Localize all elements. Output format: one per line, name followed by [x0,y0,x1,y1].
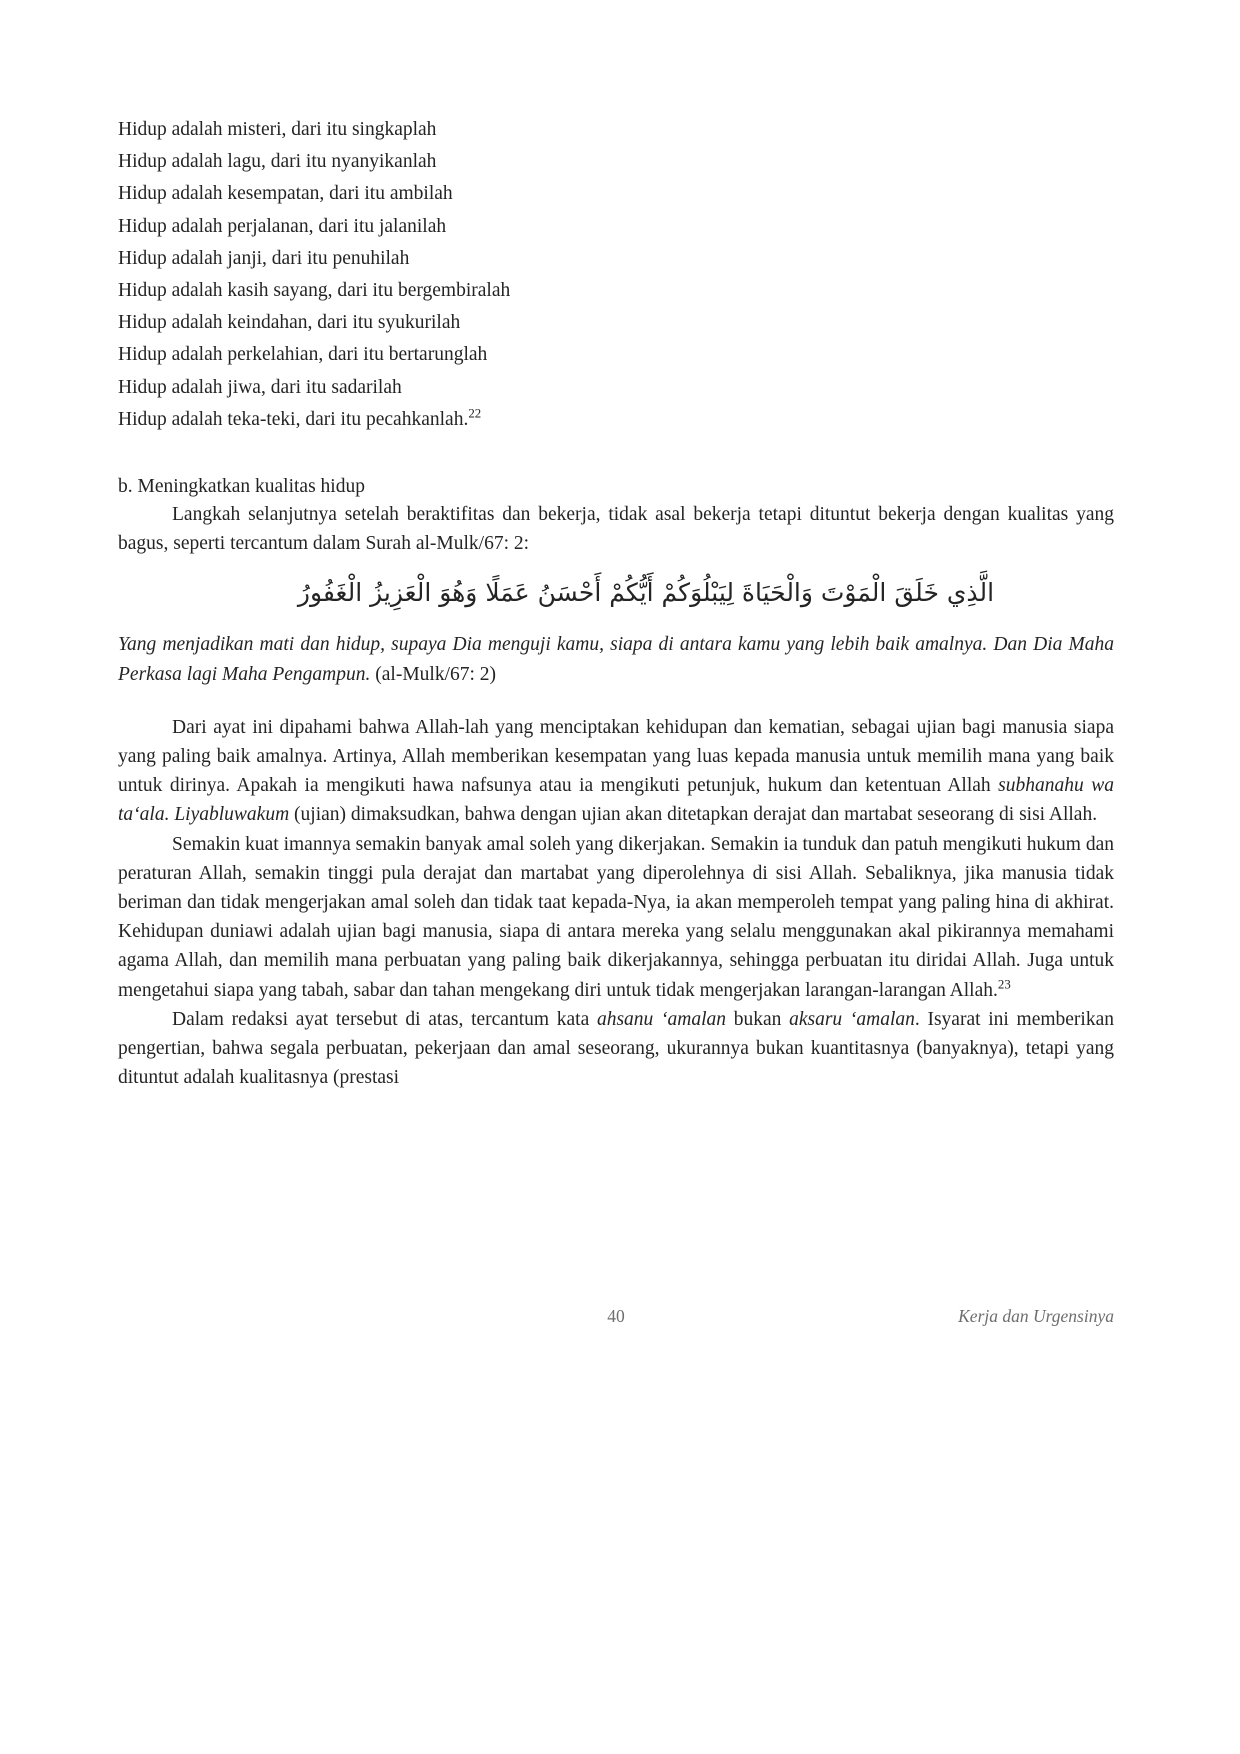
poem-line: Hidup adalah janji, dari itu penuhilah [118,247,410,269]
running-title: Kerja dan Urgensinya [958,1306,1114,1326]
section-heading: b. Meningkatkan kualitas hidup [118,476,365,498]
poem-line: Hidup adalah lagu, dari itu nyanyikanlah [118,151,437,173]
poem-line: Hidup adalah perjalanan, dari itu jalanilah [118,215,447,237]
arabic-verse: الَّذِي خَلَقَ الْمَوْتَ وَالْحَيَاةَ لِيَبْلُوَكُمْ أَيُّكُمْ أَحْسَنُ عَمَلًا وَهُوَ الْعَزِيزُ الْغَفُورُ [297,578,995,608]
intro-paragraph: Langkah selanjutnya setelah beraktifitas dan bekerja, tidak asal bekerja tetapi dituntut bekerja dengan kualitas yang bagus, seperti tercantum dalam Surah al-Mulk/67: 2: [118,504,1114,555]
poem-line: Hidup adalah teka-teki, dari itu pecahkanlah.$^{22}$ [118,406,482,430]
page-footer [118,1306,1114,1332]
poem-line: Hidup adalah misteri, dari itu singkaplah [118,119,437,140]
poem-block [118,114,1114,436]
body-paragraph-2: Semakin kuat imannya semakin banyak amal soleh yang dikerjakan. Semakin ia tunduk dan patuh mengikuti hukum dan peraturan Allah, semakin tinggi pula derajat dan martabat yang diperolehnya di sisi Allah. Sebaliknya, jika manusia tidak beriman dan tidak mengerjakan amal soleh dan tidak taat kepada-Nya, ia akan memperoleh tempat yang paling hina di akhirat. Kehidupan duniawi adalah ujian bagi manusia, siapa di antara mereka yang selalu menggunakan akal pikirannya memahami agama Allah, dan memilih mana perbuatan yang paling baik dikerjakannya, sehingga perbuatan itu diridai Allah. Juga untuk mengetahui siapa yang tabah, sabar dan tahan mengekang diri untuk tidak mengerjakan larangan-larangan Allah.$^{23}$ [118,833,1114,1001]
poem-line: Hidup adalah keindahan, dari itu syukurilah [118,312,461,334]
body-paragraph-3: Dalam redaksi ayat tersebut di atas, tercantum kata ahsanu ‘amalan bukan aksaru ‘amalan. Isyarat ini memberikan pengertian, bahwa segala perbuatan, pekerjaan dan amal seseorang, ukurannya bukan kuantitasnya (banyaknya), tetapi yang dituntut adalah kualitasnya (prestasi [118,1008,1114,1089]
body-paragraph-1: Dari ayat ini dipahami bahwa Allah-lah yang menciptakan kehidupan dan kematian, sebagai ujian bagi manusia siapa yang paling baik amalnya. Artinya, Allah memberikan kesempatan yang luas kepada manusia untuk memilih mana yang baik untuk dirinya. Apakah ia mengikuti hawa nafsunya atau ia mengikuti petunjuk, hukum dan ketentuan Allah subhanahu wa ta‘ala. Liyabluwakum (ujian) dimaksudkan, bahwa dengan ujian akan ditetapkan derajat dan martabat seseorang di sisi Allah. [118,716,1114,826]
page-number: 40 [607,1306,625,1326]
verse-translation: Yang menjadikan mati dan hidup, supaya Dia menguji kamu, siapa di antara kamu yang lebih baik amalnya. Dan Dia Maha Perkasa lagi Maha Pengampun. (al-Mulk/67: 2) [118,634,1114,685]
poem-line: Hidup adalah jiwa, dari itu sadarilah [118,376,402,398]
page-content [118,114,1114,1092]
poem-line: Hidup adalah perkelahian, dari itu bertarunglah [118,344,488,366]
poem-line: Hidup adalah kesempatan, dari itu ambilah [118,183,453,205]
poem-line: Hidup adalah kasih sayang, dari itu bergembiralah [118,280,511,302]
